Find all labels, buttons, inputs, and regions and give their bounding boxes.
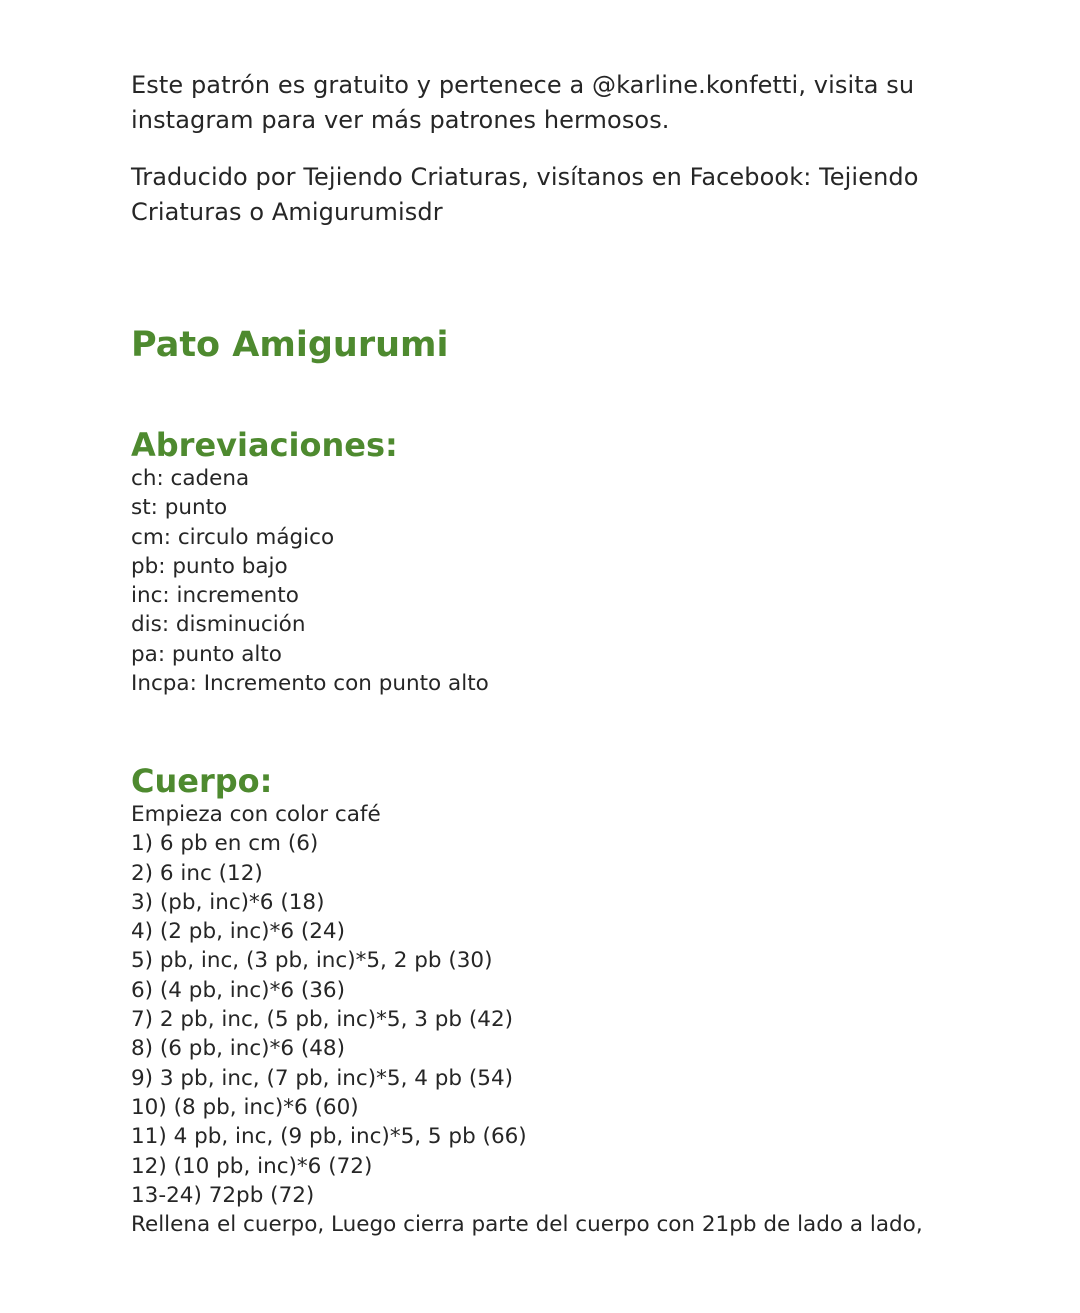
list-item: 6) (4 pb, inc)*6 (36) — [131, 977, 345, 1003]
list-item: 12) (10 pb, inc)*6 (72) — [131, 1153, 373, 1179]
list-item: cm: circulo mágico — [131, 524, 335, 550]
abbreviations-heading: Abreviaciones: — [131, 426, 398, 464]
list-item: dis: disminución — [131, 612, 306, 638]
list-item: pa: punto alto — [131, 641, 282, 667]
list-item: 4) (2 pb, inc)*6 (24) — [131, 919, 345, 945]
list-item: 3) (pb, inc)*6 (18) — [131, 889, 325, 915]
list-item: 11) 4 pb, inc, (9 pb, inc)*5, 5 pb (66) — [131, 1124, 527, 1150]
body-heading: Cuerpo: — [131, 762, 273, 800]
document-page — [131, 68, 1011, 1238]
list-item: ch: cadena — [131, 466, 250, 491]
body-section — [131, 762, 923, 1239]
list-item: st: punto — [131, 495, 228, 521]
list-item: Incpa: Incremento con punto alto — [131, 671, 489, 697]
pattern-title: Pato Amigurumi — [131, 325, 449, 365]
list-item: Rellena el cuerpo, Luego cierra parte del cuerpo con 21pb de lado a lado, — [131, 1212, 923, 1238]
list-item: 7) 2 pb, inc, (5 pb, inc)*5, 3 pb (42) — [131, 1007, 514, 1033]
list-item: 1) 6 pb en cm (6) — [131, 831, 319, 857]
abbreviations-list — [131, 464, 489, 698]
list-item: 2) 6 inc (12) — [131, 860, 263, 886]
list-item: 13-24) 72pb (72) — [131, 1182, 315, 1208]
list-item: pb: punto bajo — [131, 553, 288, 579]
list-item: inc: incremento — [131, 583, 299, 609]
list-item: Empieza con color café — [131, 802, 381, 827]
list-item: 10) (8 pb, inc)*6 (60) — [131, 1094, 359, 1120]
list-item: 9) 3 pb, inc, (7 pb, inc)*5, 4 pb (54) — [131, 1065, 514, 1091]
list-item: 5) pb, inc, (3 pb, inc)*5, 2 pb (30) — [131, 948, 493, 974]
list-item: 8) (6 pb, inc)*6 (48) — [131, 1036, 345, 1062]
body-instructions-list — [131, 800, 923, 1239]
intro-paragraph-credit: Este patrón es gratuito y pertenece a @karline.konfetti, visita su instagram para ver más patrones hermosos. — [131, 71, 915, 134]
intro-paragraph-translation: Traducido por Tejiendo Criaturas, visítanos en Facebook: Tejiendo Criaturas o Amigurumisdr — [131, 163, 919, 226]
abbreviations-section — [131, 426, 489, 698]
